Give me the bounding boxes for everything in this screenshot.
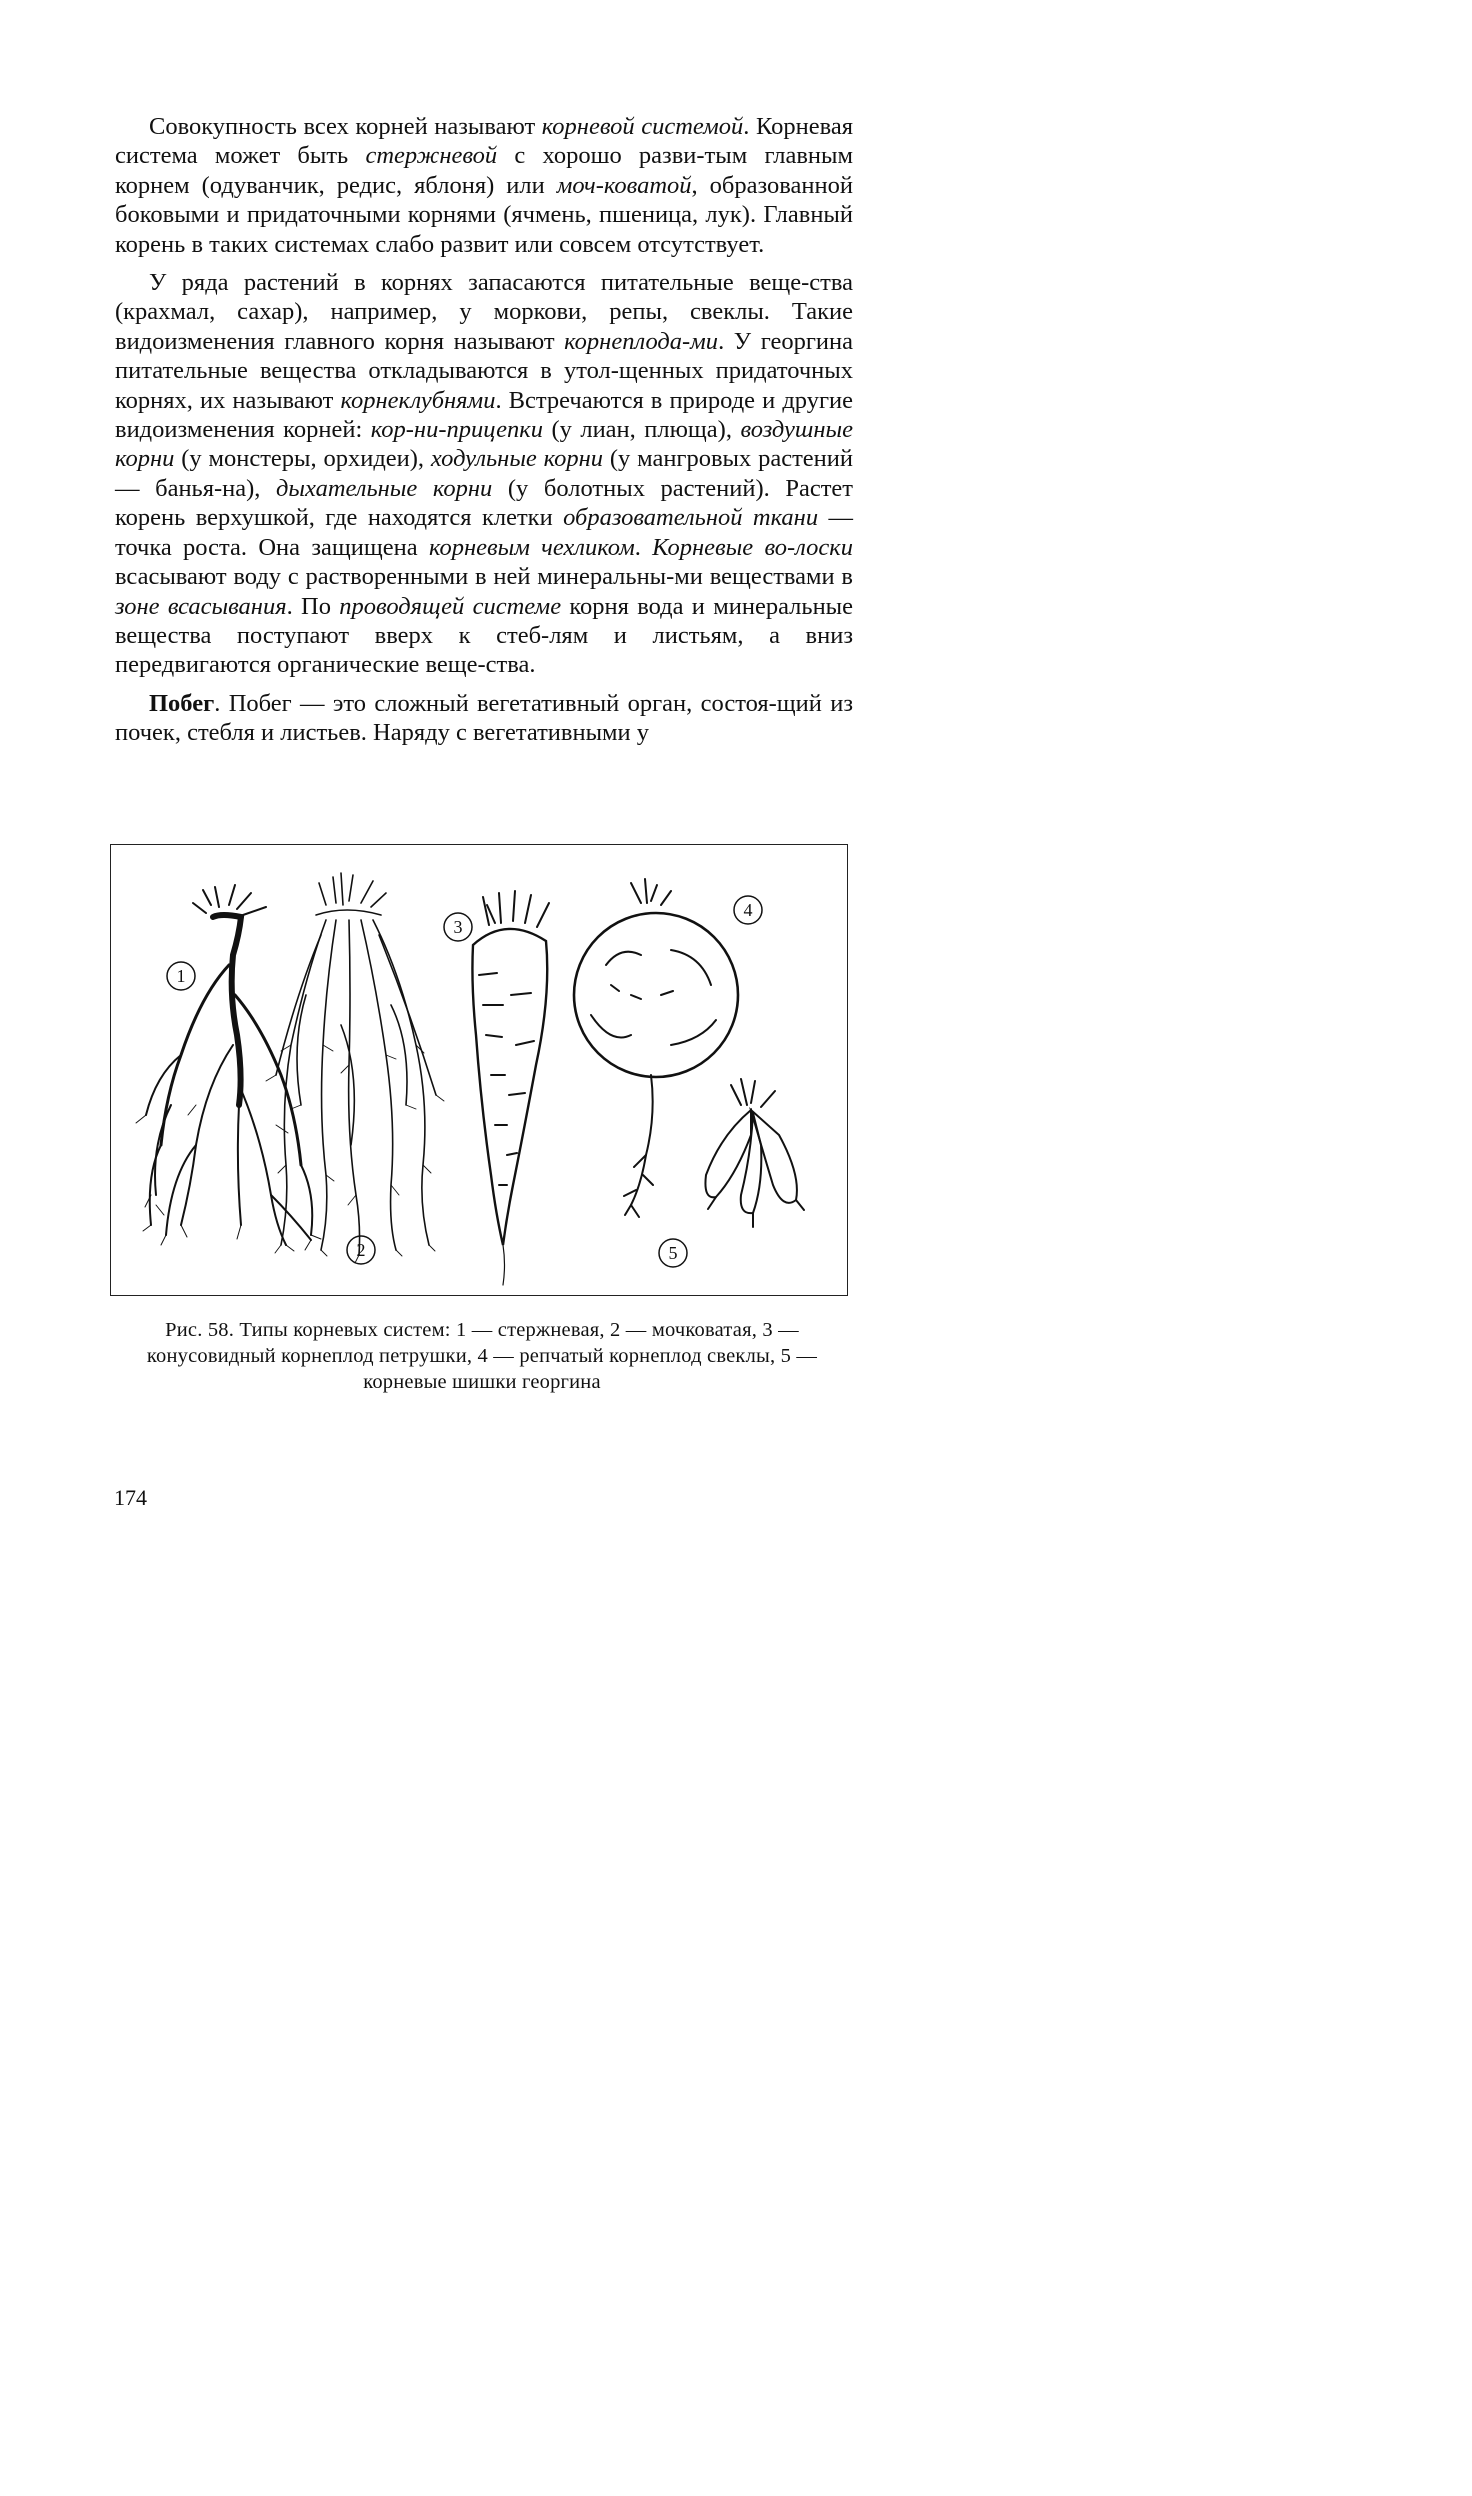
- bold-term: Побег: [149, 689, 215, 717]
- italic-term: ходульные корни: [430, 445, 604, 473]
- italic-term: корнеклубнями: [340, 386, 496, 414]
- text-run: У ряда растений в корнях запасаются питательные веще-ства (крахмал, сахар), например, у моркови, репы, свеклы. Такие видоизменения главного корня называют: [115, 269, 853, 355]
- italic-term: образовательной ткани: [563, 504, 819, 532]
- root-systems-figure: [110, 844, 848, 1296]
- text-run: всасывают воду с растворенными в ней минеральны-ми веществами в: [115, 563, 853, 591]
- italic-term: корневой системой: [541, 113, 744, 140]
- text-run: . Корневая система может быть: [115, 113, 853, 170]
- figure-label-5: 5: [668, 1243, 678, 1263]
- body-text: [115, 112, 853, 757]
- italic-term: дыхательные корни: [276, 474, 493, 502]
- text-run: .: [634, 533, 653, 561]
- figure-label-4: 4: [743, 900, 753, 920]
- italic-term: воздушные корни: [115, 416, 853, 473]
- conical-taproot-drawing: [472, 891, 549, 1285]
- text-run: (у монстеры, орхидеи),: [174, 445, 431, 473]
- text-run: (у болотных растений). Растет корень верхушкой, где находятся клетки: [115, 474, 854, 532]
- italic-term: корнеплода-ми: [564, 327, 719, 355]
- page-number: 174: [114, 1485, 147, 1510]
- paragraph-1: [115, 112, 853, 259]
- italic-term: моч-коватой: [556, 171, 692, 199]
- italic-term: стержневой: [365, 142, 498, 170]
- paragraph-2: [115, 268, 853, 680]
- text-run: с хорошо разви-тым главным корнем (одуванчик, редис, яблоня) или: [115, 142, 853, 199]
- text-run: . У георгина питательные вещества откладываются в утол-щенных придаточных корнях, их называют: [115, 327, 854, 414]
- text-run: . По: [286, 592, 340, 620]
- fibrous-system-drawing: [276, 873, 436, 1255]
- italic-term: корневым чехликом: [428, 533, 635, 561]
- italic-term: кор-ни-прицепки: [370, 416, 543, 444]
- figure-label-3: 3: [453, 917, 463, 937]
- italic-term: проводящей системе: [339, 592, 562, 620]
- text-run: . Побег — это сложный вегетативный орган, состоя-щий из почек, стебля и листьев. Наряду с вегетативными у: [115, 689, 853, 747]
- text-run: корня вода и минеральные вещества поступают вверх к стеб-лям и листьям, а вниз передвигаются органические веще-ства.: [115, 592, 854, 679]
- italic-term: Корневые во-лоски: [652, 533, 853, 561]
- figure-label-2: 2: [356, 1240, 366, 1260]
- beet-root-drawing: [574, 879, 738, 1217]
- figure-label-1: 1: [176, 966, 186, 986]
- italic-term: зоне всасывания: [115, 592, 287, 620]
- text-run: . Встречаются в природе и другие видоизменения корней:: [115, 386, 853, 444]
- text-run: , образованной боковыми и придаточными корнями (ячмень, пшеница, лук). Главный корень в таких системах слабо развит или совсем отсутствует.: [115, 171, 854, 258]
- paragraph-3: [115, 689, 853, 748]
- dahlia-tubers-drawing: [705, 1079, 804, 1227]
- figure-caption: Рис. 58. Типы корневых систем: 1 — стержневая, 2 — мочковатая, 3 — конусовидный корнеплод петрушки, 4 — репчатый корнеплод свеклы, 5 — корневые шишки георгина: [146, 1319, 818, 1393]
- text-run: (у мангровых растений — банья-на),: [115, 445, 853, 502]
- root-systems-illustration: [111, 845, 849, 1297]
- text-run: Совокупность всех корней называют: [149, 113, 542, 140]
- text-run: (у лиан, плюща),: [542, 416, 741, 444]
- text-run: — точка роста. Она защищена: [115, 504, 853, 561]
